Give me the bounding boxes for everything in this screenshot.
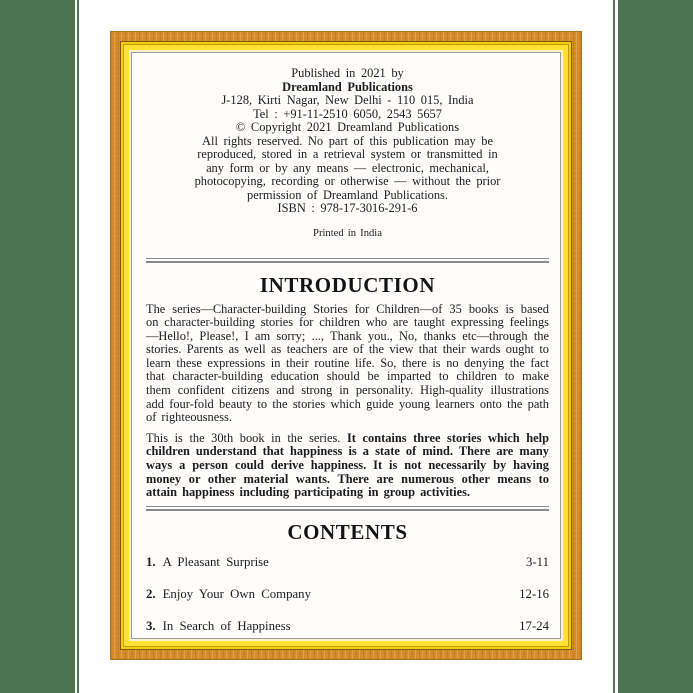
isbn-line: ISBN : 978-17-3016-291-6 (277, 201, 418, 215)
contents-entry-pages: 17-24 (519, 618, 549, 633)
contents-entry (146, 555, 269, 570)
publisher-name: Dreamland Publications (282, 79, 413, 94)
contents-entry-title: Enjoy Your Own Company (162, 586, 311, 601)
introduction-title: INTRODUCTION (259, 272, 436, 297)
contents-row (146, 555, 549, 570)
publisher-address: J-128, Kirti Nagar, New Delhi - 110 015, India (221, 93, 474, 107)
contents-entry (146, 587, 311, 602)
contents-entry-title: In Search of Happiness (162, 618, 291, 633)
copyright-line: © Copyright 2021 Dreamland Publications (235, 120, 460, 134)
section-divider-rule (146, 506, 549, 511)
paragraph-bold-text: It contains three stories which help children understand that happiness is a state of mind. There are many ways a person could derive happiness. It is not necessarily by having money or other material wants. There are numerous other means to attain happiness including participating in group activities. (146, 430, 549, 500)
contents-entry-number: 2. (146, 586, 156, 601)
introduction-paragraph-1: The series—Character-building Stories for Children—of 35 books is based on character-building stories for children who are taught expressing feelings—Hello!, Please!, I am sorry; ..., Thank you., No, thanks etc—through the stories. Parents as well as teachers are of the view that their wards ought to learn these expressions in their routine life. So, there is no denying the fact that character-building education should be imparted to children to make them confident citizens and strong in personality. High-quality illustrations add four-fold beauty to the stories which guide young learners onto the path of righteousness. (146, 301, 549, 425)
gold-picture-frame-border (110, 31, 582, 660)
contents-entry (146, 619, 291, 634)
publisher-imprint-block (146, 67, 549, 216)
contents-entry-number: 3. (146, 618, 156, 633)
green-backdrop-left (0, 0, 75, 693)
frame-gold-line (123, 44, 569, 647)
contents-row (146, 587, 549, 602)
rights-line: reproduced, stored in a retrieval system or transmitted in (197, 147, 498, 161)
contents-list (146, 555, 549, 634)
rights-line: permission of Dreamland Publications. (247, 187, 448, 202)
contents-entry-pages: 12-16 (519, 586, 549, 601)
imprint-line: Published in 2021 by (291, 66, 404, 80)
frame-bright-gold-band (124, 45, 568, 646)
printed-in-note: Printed in India (313, 227, 382, 239)
contents-entry-number: 1. (146, 554, 156, 569)
page-edge-line-left (77, 0, 79, 693)
rights-line: All rights reserved. No part of this publication may be (202, 133, 493, 148)
frame-dark-line (120, 41, 572, 650)
frame-yellow-band (121, 42, 571, 649)
section-divider-rule (146, 258, 549, 263)
paragraph-lead-text: This is the 30th book in the series. (146, 430, 341, 445)
green-backdrop-right (618, 0, 693, 693)
contents-title: CONTENTS (287, 519, 408, 544)
frame-cream-line (129, 50, 563, 641)
contents-row (146, 619, 549, 634)
page-edge-line-right (613, 0, 615, 693)
rights-line: photocopying, recording or otherwise — without the prior (194, 174, 501, 188)
rights-line: any form or by any means — electronic, mechanical, (206, 160, 489, 175)
introduction-paragraph-2 (146, 432, 549, 500)
page-content (131, 52, 561, 639)
contents-entry-title: A Pleasant Surprise (162, 554, 269, 569)
contents-entry-pages: 3-11 (526, 554, 549, 569)
publisher-phone: Tel : +91-11-2510 6050, 2543 5657 (253, 106, 442, 121)
